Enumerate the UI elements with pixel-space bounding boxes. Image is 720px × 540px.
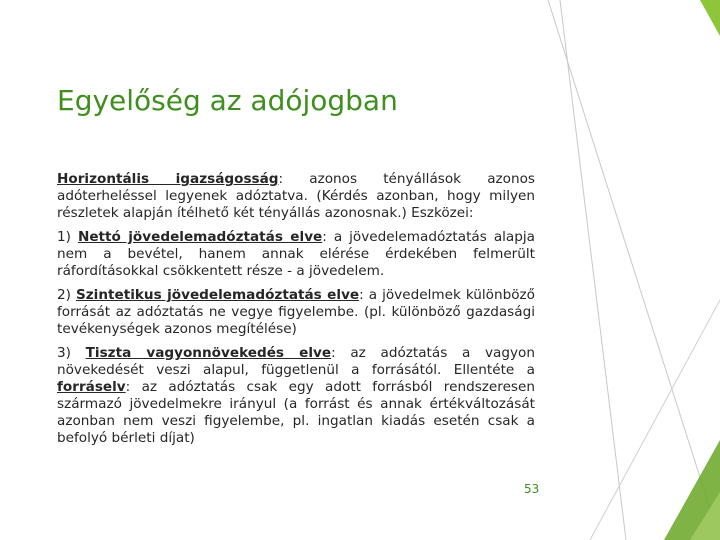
page-number: 53 — [524, 482, 540, 496]
paragraph-text: 1) — [57, 229, 78, 245]
deco-line-2 — [560, 0, 626, 540]
term-highlight: Tiszta vagyonnövekedés elve — [85, 345, 332, 361]
paragraph-text: 2) — [57, 287, 76, 303]
deco-green-triangle-top — [700, 0, 720, 36]
paragraph-text: 3) — [57, 345, 86, 361]
paragraph-1 — [57, 171, 535, 222]
paragraph-3 — [57, 287, 535, 338]
paragraph-text: : a jövedelemadóztatás alapja nem a bevétel, hanem annak elérése érdekében felmerült ráfordításokkal csökkentett része - a jövedelem. — [57, 229, 535, 279]
term-highlight: Horizontális igazságosság — [57, 171, 279, 187]
paragraph-text: : azonos tényállások azonos adóterheléssel legyenek adóztatva. (Kérdés azonban, hogy milyen részletek alapján ítélhető két tényállás azonosnak.) Eszközei: — [57, 171, 535, 221]
paragraph-text: : az adóztatás a vagyon növekedését veszi alapul, függetlenül a forrásától. Ellentéte a — [57, 345, 535, 378]
paragraph-4 — [57, 345, 535, 447]
paragraph-text: : az adóztatás csak egy adott forrásból rendszeresen származó jövedelmekre irányul (a forrást és annak értékváltozását azonban nem veszi figyelembe, pl. ingatlan kiadás esetén csak a befolyó bérleti díjat) — [57, 379, 535, 446]
term-highlight: forráselv — [57, 379, 126, 395]
term-highlight: Szintetikus jövedelemadóztatás elve — [75, 287, 360, 303]
slide-body — [57, 171, 535, 454]
paragraph-text: : a jövedelmek különböző forrását az adóztatás ne vegye figyelembe. (pl. különböző gazdasági tevékenységek azonos megítélése) — [57, 287, 536, 337]
paragraph-2 — [57, 229, 535, 280]
term-highlight: Nettó jövedelemadóztatás elve — [77, 229, 323, 245]
slide-title: Egyelőség az adójogban — [57, 84, 398, 117]
